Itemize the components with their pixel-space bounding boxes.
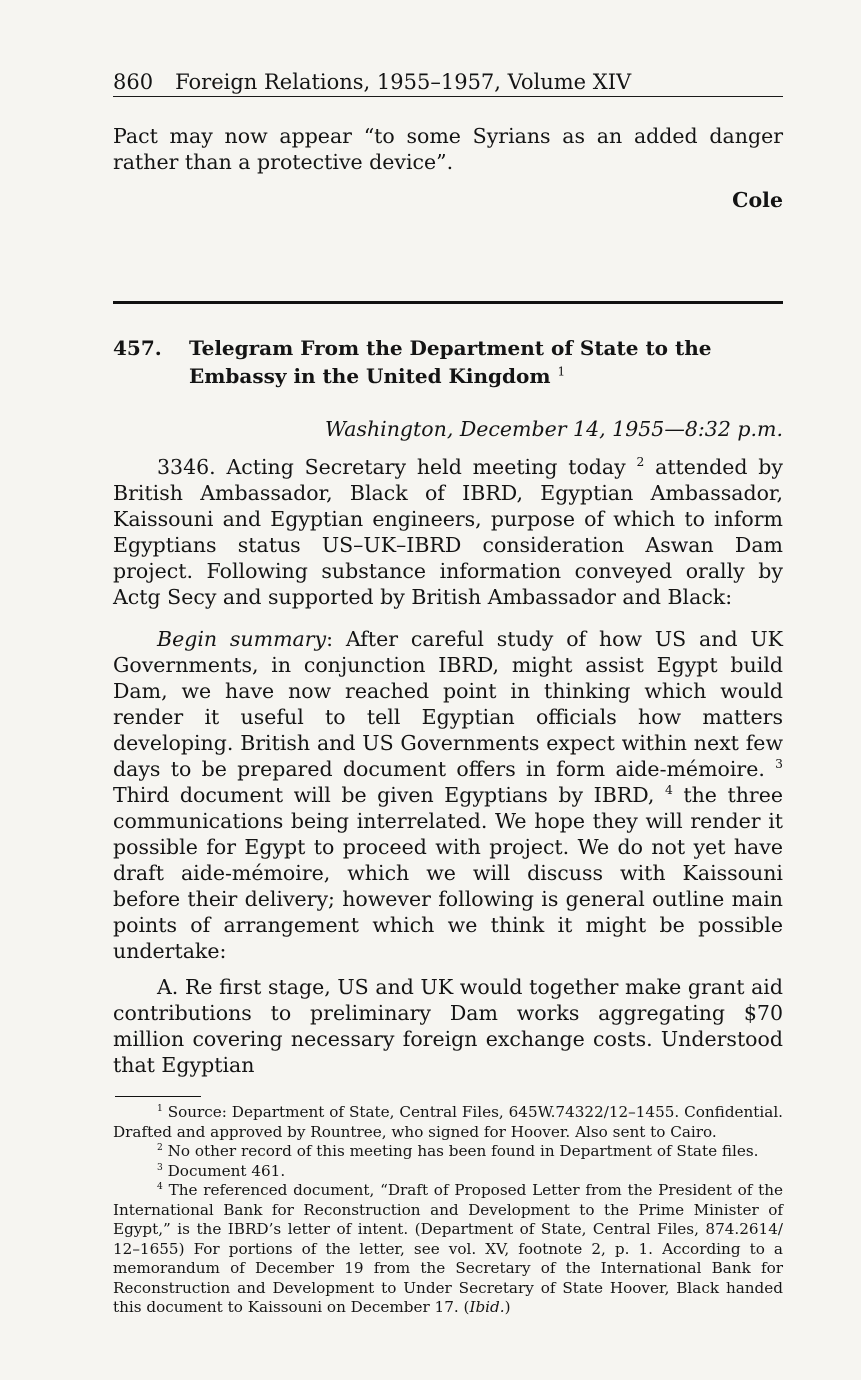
footnote-text: No other record of this meeting has been found in Department of State files. <box>167 1142 759 1160</box>
footnote-2 <box>113 1142 783 1162</box>
volume-title: Foreign Relations, 1955–1957, Volume XIV <box>175 70 632 94</box>
footnote-ref-2: 2 <box>636 455 645 470</box>
paragraph-2 <box>113 626 783 964</box>
footnote-ref-4: 4 <box>664 783 673 798</box>
footnote-mark: 1 <box>157 1103 163 1114</box>
document-title <box>189 334 783 390</box>
ibid-citation: Ibid. <box>469 1298 505 1316</box>
footnote-4 <box>113 1181 783 1318</box>
footnote-ref-3: 3 <box>775 757 783 772</box>
begin-summary-label: Begin summary <box>157 627 327 651</box>
paragraph-1 <box>113 454 783 610</box>
paragraph-2-text-b: Third document will be given Egyptians by IBRD, <box>113 783 655 807</box>
footnote-1 <box>113 1103 783 1142</box>
footnote-divider <box>115 1096 201 1097</box>
document-page <box>113 70 783 1318</box>
document-title-text: Telegram From the Department of State to the Embassy in the United Kingdom <box>189 336 712 388</box>
footnote-mark: 2 <box>157 1142 163 1153</box>
footnote-mark: 4 <box>157 1181 163 1192</box>
paragraph-1-text-a: 3346. Acting Secretary held meeting today <box>157 455 626 479</box>
footnotes <box>113 1103 783 1318</box>
paragraph-2-text-c: the three communications being interrelated. We hope they will render it possible for Egypt to proceed with project. We do not yet have draft aide-mémoire, which we will discuss with Kaissouni before their delivery; however following is general outline main points of arrangement which we think it might be possible undertake: <box>113 783 783 963</box>
footnote-text: Source: Department of State, Central Files, 645W.74322/12–1455. Confidential. Drafted and approved by Rountree, who signed for Hoover. Also sent to Cairo. <box>113 1103 784 1141</box>
footnote-text: The referenced document, “Draft of Proposed Letter from the President of the International Bank for Reconstruction and Development to the Prime Minister of Egypt,” is the IBRD’s letter of intent. (Department of State, Central Files, 874.2614/ 12–1655) For portions of the letter, see vol. XV, footnote 2, p. 1. According to a memorandum of December 19 from the Secretary of the International Bank for Reconstruction and Development to Under Secretary of State Hoover, Black handed this document to Kaissouni on December 17. ( <box>113 1181 784 1316</box>
footnote-ref-1: 1 <box>557 364 566 379</box>
document-number: 457. <box>113 336 162 360</box>
document-heading <box>113 334 783 390</box>
signature: Cole <box>732 188 783 212</box>
page-number: 860 <box>113 70 154 94</box>
dateline: Washington, December 14, 1955—8:32 p.m. <box>324 417 783 441</box>
carry-over-text: Pact may now appear “to some Syrians as an added danger rather than a protective device”. <box>113 124 783 174</box>
section-divider <box>113 301 783 304</box>
paragraph-2-text-a: : After careful study of how US and UK Governments, in conjunction IBRD, might assist Egypt build Dam, we have now reached point in thinking which would render it useful to tell Egyptian officials how matters developing. British and US Governments expect within next few days to be prepared document offers in form aide-mémoire. <box>113 627 783 781</box>
paragraph-3: A. Re first stage, US and UK would together make grant aid contributions to preliminary Dam works aggregating $70 million covering necessary foreign exchange costs. Understood that Egyptian <box>113 975 783 1077</box>
footnote-3 <box>113 1162 783 1182</box>
running-head <box>113 70 783 97</box>
footnote-mark: 3 <box>157 1162 163 1173</box>
footnote-close: ) <box>504 1298 511 1316</box>
paragraph-1-text-b: attended by British Ambassador, Black of IBRD, Egyptian Ambassador, Kaissouni and Egyptian engineers, purpose of which to inform Egyptians status US–UK–IBRD consideration Aswan Dam project. Following substance information conveyed orally by Actg Secy and supported by British Ambassador and Black: <box>113 455 783 609</box>
footnote-text: Document 461. <box>167 1161 286 1180</box>
